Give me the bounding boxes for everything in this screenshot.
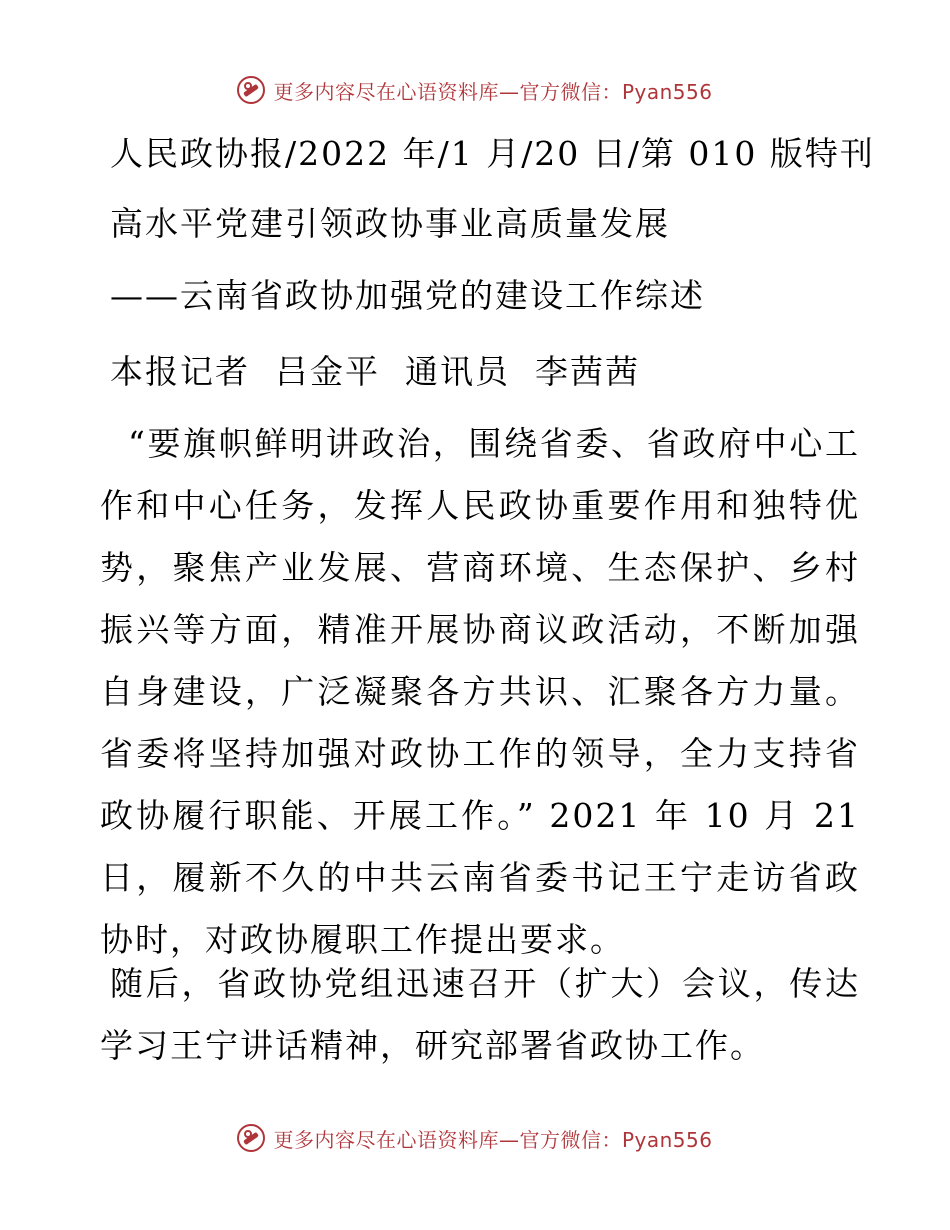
article-subtitle: ——云南省政协加强党的建设工作综述 [110, 276, 705, 315]
source-line: 人民政协报/2022 年/1 月/20 日/第 010 版特刊 [110, 134, 875, 173]
article-title: 高水平党建引领政协事业高质量发展 [110, 204, 670, 243]
paragraph-1: “要旗帜鲜明讲政治，围绕省委、省政府中心工作和中心任务，发挥人民政协重要作用和独特优势，聚焦产业发展、营商环境、生态保护、乡村振兴等方面，精准开展协商议政活动，不断加强自身建设，广泛凝聚各方共识、汇聚各方力量。省委将坚持加强对政协工作的领导，全力支持省政协履行职能、开展工作。” 2021 年 10 月 21 日，履新不久的中共云南省委书记王宁走访省政协时，对政协履职工作提出要求。 [100, 424, 860, 959]
watermark-banner-top [0, 70, 950, 110]
pen-logo-icon [237, 76, 265, 104]
watermark-text: 更多内容尽在心语资料库—官方微信：Pyan556 [273, 79, 713, 104]
watermark-text: 更多内容尽在心语资料库—官方微信：Pyan556 [273, 1127, 713, 1152]
pen-logo-icon [237, 1124, 265, 1152]
paragraph-2: 随后，省政协党组迅速召开（扩大）会议，传达学习王宁讲话精神，研究部署省政协工作。 [100, 964, 860, 1065]
watermark-banner-bottom [0, 1118, 950, 1158]
byline: 本报记者 吕金平 通讯员 李茜茜 [110, 352, 640, 391]
